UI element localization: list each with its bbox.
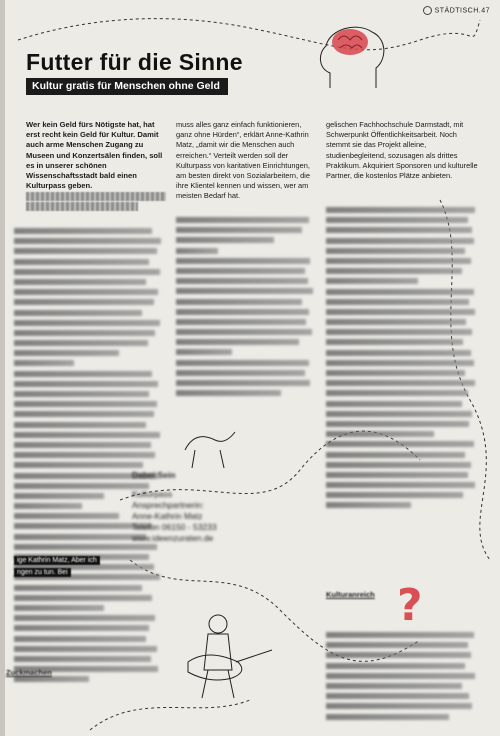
headline: Futter für die Sinne <box>26 49 243 75</box>
brain-head-illustration <box>300 18 420 88</box>
contact-line: Anne-Kathrin Matz <box>132 511 203 521</box>
body-column-3-lower <box>326 630 480 722</box>
lead-blur-line <box>26 192 166 201</box>
contact-box <box>132 470 217 544</box>
body-column-3 <box>326 120 480 181</box>
column3-text: gelischen Fachhochschule Darmstadt, mit Schwerpunkt Öffentlichkeitsarbeit. Noch stemmt sie das Projekt alleine, studienbegleitend, sozusagen als drittes Praktikum. Akquiriert Sponsoren und kulturelle Partner, die kostenlos Plätze anbieten. <box>326 120 478 181</box>
body-column-3-blurred <box>326 205 480 511</box>
animal-doodle <box>180 420 240 470</box>
subheading-kulturanreich: Kulturanreich <box>326 590 375 599</box>
contact-title: Dabei Sein <box>132 470 176 480</box>
subheadline: Kultur gratis für Menschen ohne Geld <box>26 78 228 95</box>
highlighted-phrase: ige Kathrin Matz, Aber ich <box>14 556 100 565</box>
lead-blur-line <box>26 202 138 211</box>
body-column-1 <box>14 226 164 684</box>
guitarist-illustration <box>168 610 278 700</box>
column2-text: muss alles ganz einfach funktionieren, ganz ohne Hürden“, erklärt Anne-Kathrin Matz, „damit wir die Menschen auch erreichen.“ Verteilt werden soll der Kulturpass von karitativen Einrichtungen, am besten direkt von Sozialarbeitern, die ihre Klientel kennen und wissen, wer am meisten Bedarf hat. <box>176 120 310 201</box>
contact-line: www.ideenzuraten.de <box>132 533 214 543</box>
contact-line: Ansprechpartnerin: <box>132 500 204 510</box>
section-label-text: STÄDTISCH.47 <box>434 7 490 15</box>
subheading-zuckmachen: Zuckmachen <box>6 668 52 677</box>
body-column-2 <box>176 120 316 202</box>
lead-paragraph <box>26 120 166 212</box>
highlighted-phrase: ngen zu tun. Bei <box>14 568 71 577</box>
lead-text: Wer kein Geld fürs Nötigste hat, hat erst recht kein Geld für Kultur. Damit auch arme Menschen Zugang zu Museen und Konzertsälen finden, soll es in unserer schönen Wissenschaftsstadt bald einen Kulturpass geben. <box>26 120 163 191</box>
contact-line: Telefon 06150 - 53233 <box>132 522 217 532</box>
contact-line: Kulturpass <box>132 489 173 499</box>
red-question-mark-graphic: ? <box>397 580 423 631</box>
body-column-2-blurred <box>176 215 316 398</box>
